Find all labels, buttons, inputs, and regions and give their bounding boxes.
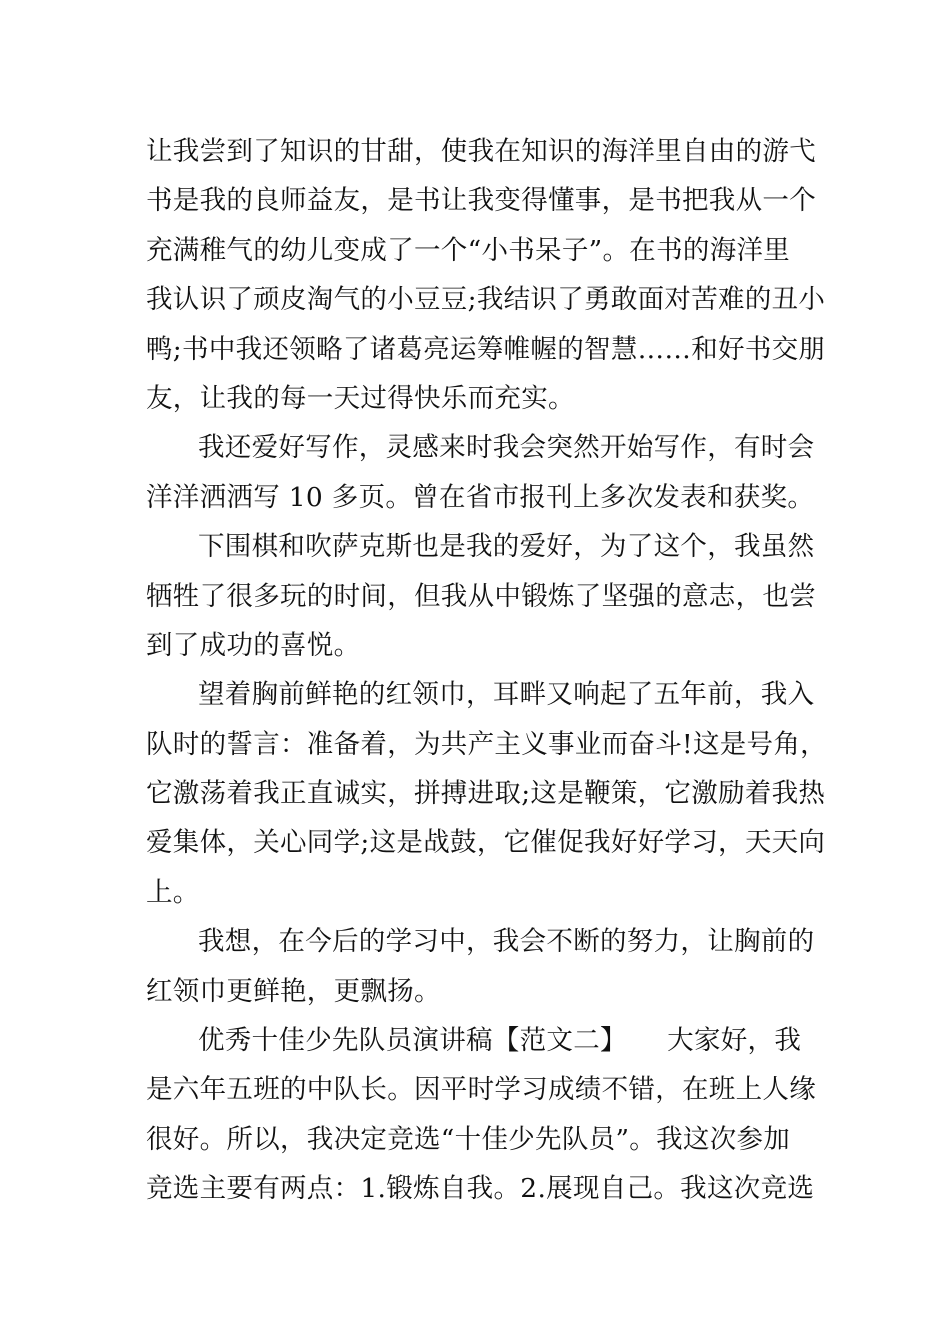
text-line: 让我尝到了知识的甘甜，使我在知识的海洋里自由的游弋 (146, 136, 816, 167)
text-line: 我想，在今后的学习中，我会不断的努力，让胸前的 (198, 926, 815, 958)
text-line: 我还爱好写作，灵感来时我会突然开始写作，有时会 (198, 432, 815, 464)
text-line: 优秀十佳少先队员演讲稿【范文二】 大家好，我 (198, 1025, 802, 1057)
text-line: 鸭;书中我还领略了诸葛亮运筹帷幄的智慧……和好书交朋 (146, 333, 826, 365)
text-line: 队时的誓言：准备着，为共产主义事业而奋斗!这是号角， (146, 728, 827, 760)
text-line: 爱集体，关心同学;这是战鼓，它催促我好好学习，天天向 (146, 827, 826, 859)
document-body (146, 127, 827, 1214)
text-line: 书是我的良师益友，是书让我变得懂事，是书把我从一个 (146, 185, 816, 217)
text-line: 牺牲了很多玩的时间，但我从中锻炼了坚强的意志，也尝 (146, 580, 816, 612)
text-line: 到了成功的喜悦。 (146, 629, 361, 661)
text-line: 望着胸前鲜艳的红领巾，耳畔又响起了五年前，我入 (198, 679, 815, 711)
text-line: 上。 (146, 876, 200, 908)
text-line: 洋洋洒洒写 10 多页。曾在省市报刊上多次发表和获奖。 (146, 481, 815, 513)
text-line: 下围棋和吹萨克斯也是我的爱好，为了这个，我虽然 (198, 531, 815, 563)
text-line: 我认识了顽皮淘气的小豆豆;我结识了勇敢面对苦难的丑小 (146, 284, 826, 316)
text-line: 竞选主要有两点：1.锻炼自我。2.展现自己。我这次竞选 (146, 1173, 815, 1205)
text-line: 很好。所以，我决定竞选“十佳少先队员”。我这次参加 (146, 1123, 791, 1155)
text-line: 是六年五班的中队长。因平时学习成绩不错，在班上人缘 (146, 1074, 816, 1106)
text-line: 红领巾更鲜艳，更飘扬。 (146, 975, 441, 1007)
text-line: 它激荡着我正直诚实，拼搏进取;这是鞭策，它激励着我热 (146, 778, 826, 810)
text-line: 友，让我的每一天过得快乐而充实。 (146, 382, 575, 414)
text-line: 充满稚气的幼儿变成了一个“小书呆子”。在书的海洋里 (146, 234, 791, 266)
